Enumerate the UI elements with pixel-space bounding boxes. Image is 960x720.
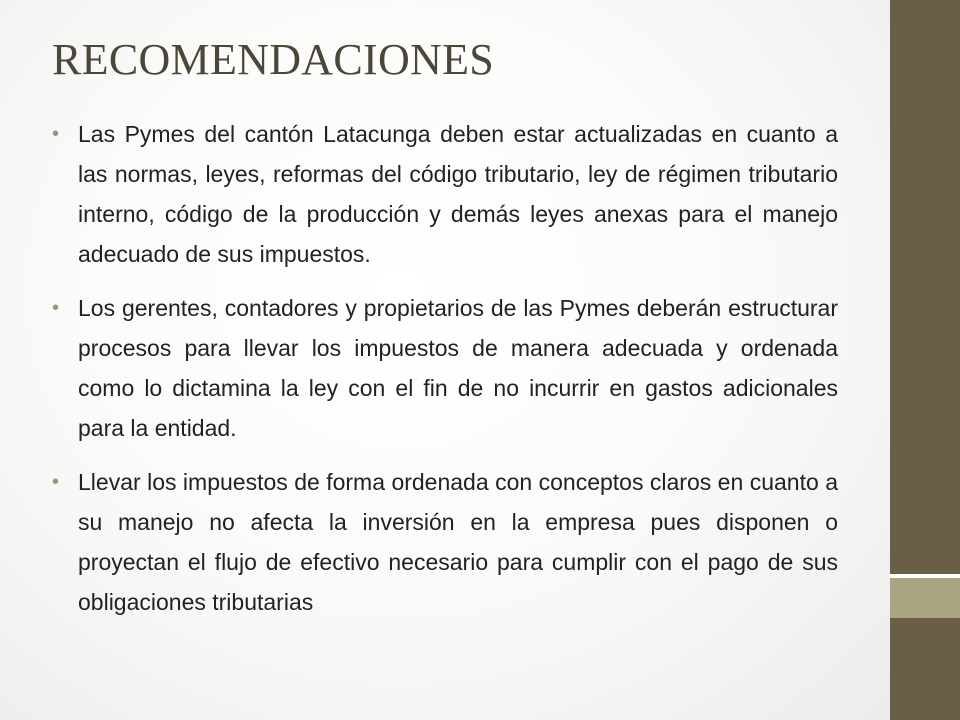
bullet-list	[52, 114, 838, 636]
bullet-text: Las Pymes del cantón Latacunga deben estar actualizadas en cuanto a las normas, leyes, reformas del código tributario, ley de régimen tributario interno, código de la producción y demás leyes anexas para el manejo adecuado de sus impuestos.	[78, 121, 838, 267]
bullet-marker-icon: •	[52, 297, 60, 319]
bullet-text: Llevar los impuestos de forma ordenada con conceptos claros en cuanto a su manejo no afecta la inversión en la empresa pues disponen o proyectan el flujo de efectivo necesario para cumplir con el pago de sus obligaciones tributarias	[78, 469, 838, 615]
bullet-item	[52, 288, 838, 448]
bullet-text: Los gerentes, contadores y propietarios de las Pymes deberán estructurar procesos para llevar los impuestos de manera adecuada y ordenada como lo dictamina la ley con el fin de no incurrir en gastos adicionales para la entidad.	[78, 295, 838, 441]
bullet-marker-icon: •	[52, 471, 60, 493]
bullet-marker-icon: •	[52, 123, 60, 145]
slide-title: RECOMENDACIONES	[52, 35, 495, 84]
bullet-item	[52, 462, 838, 622]
side-accent-block	[890, 578, 960, 618]
bullet-item	[52, 114, 838, 274]
